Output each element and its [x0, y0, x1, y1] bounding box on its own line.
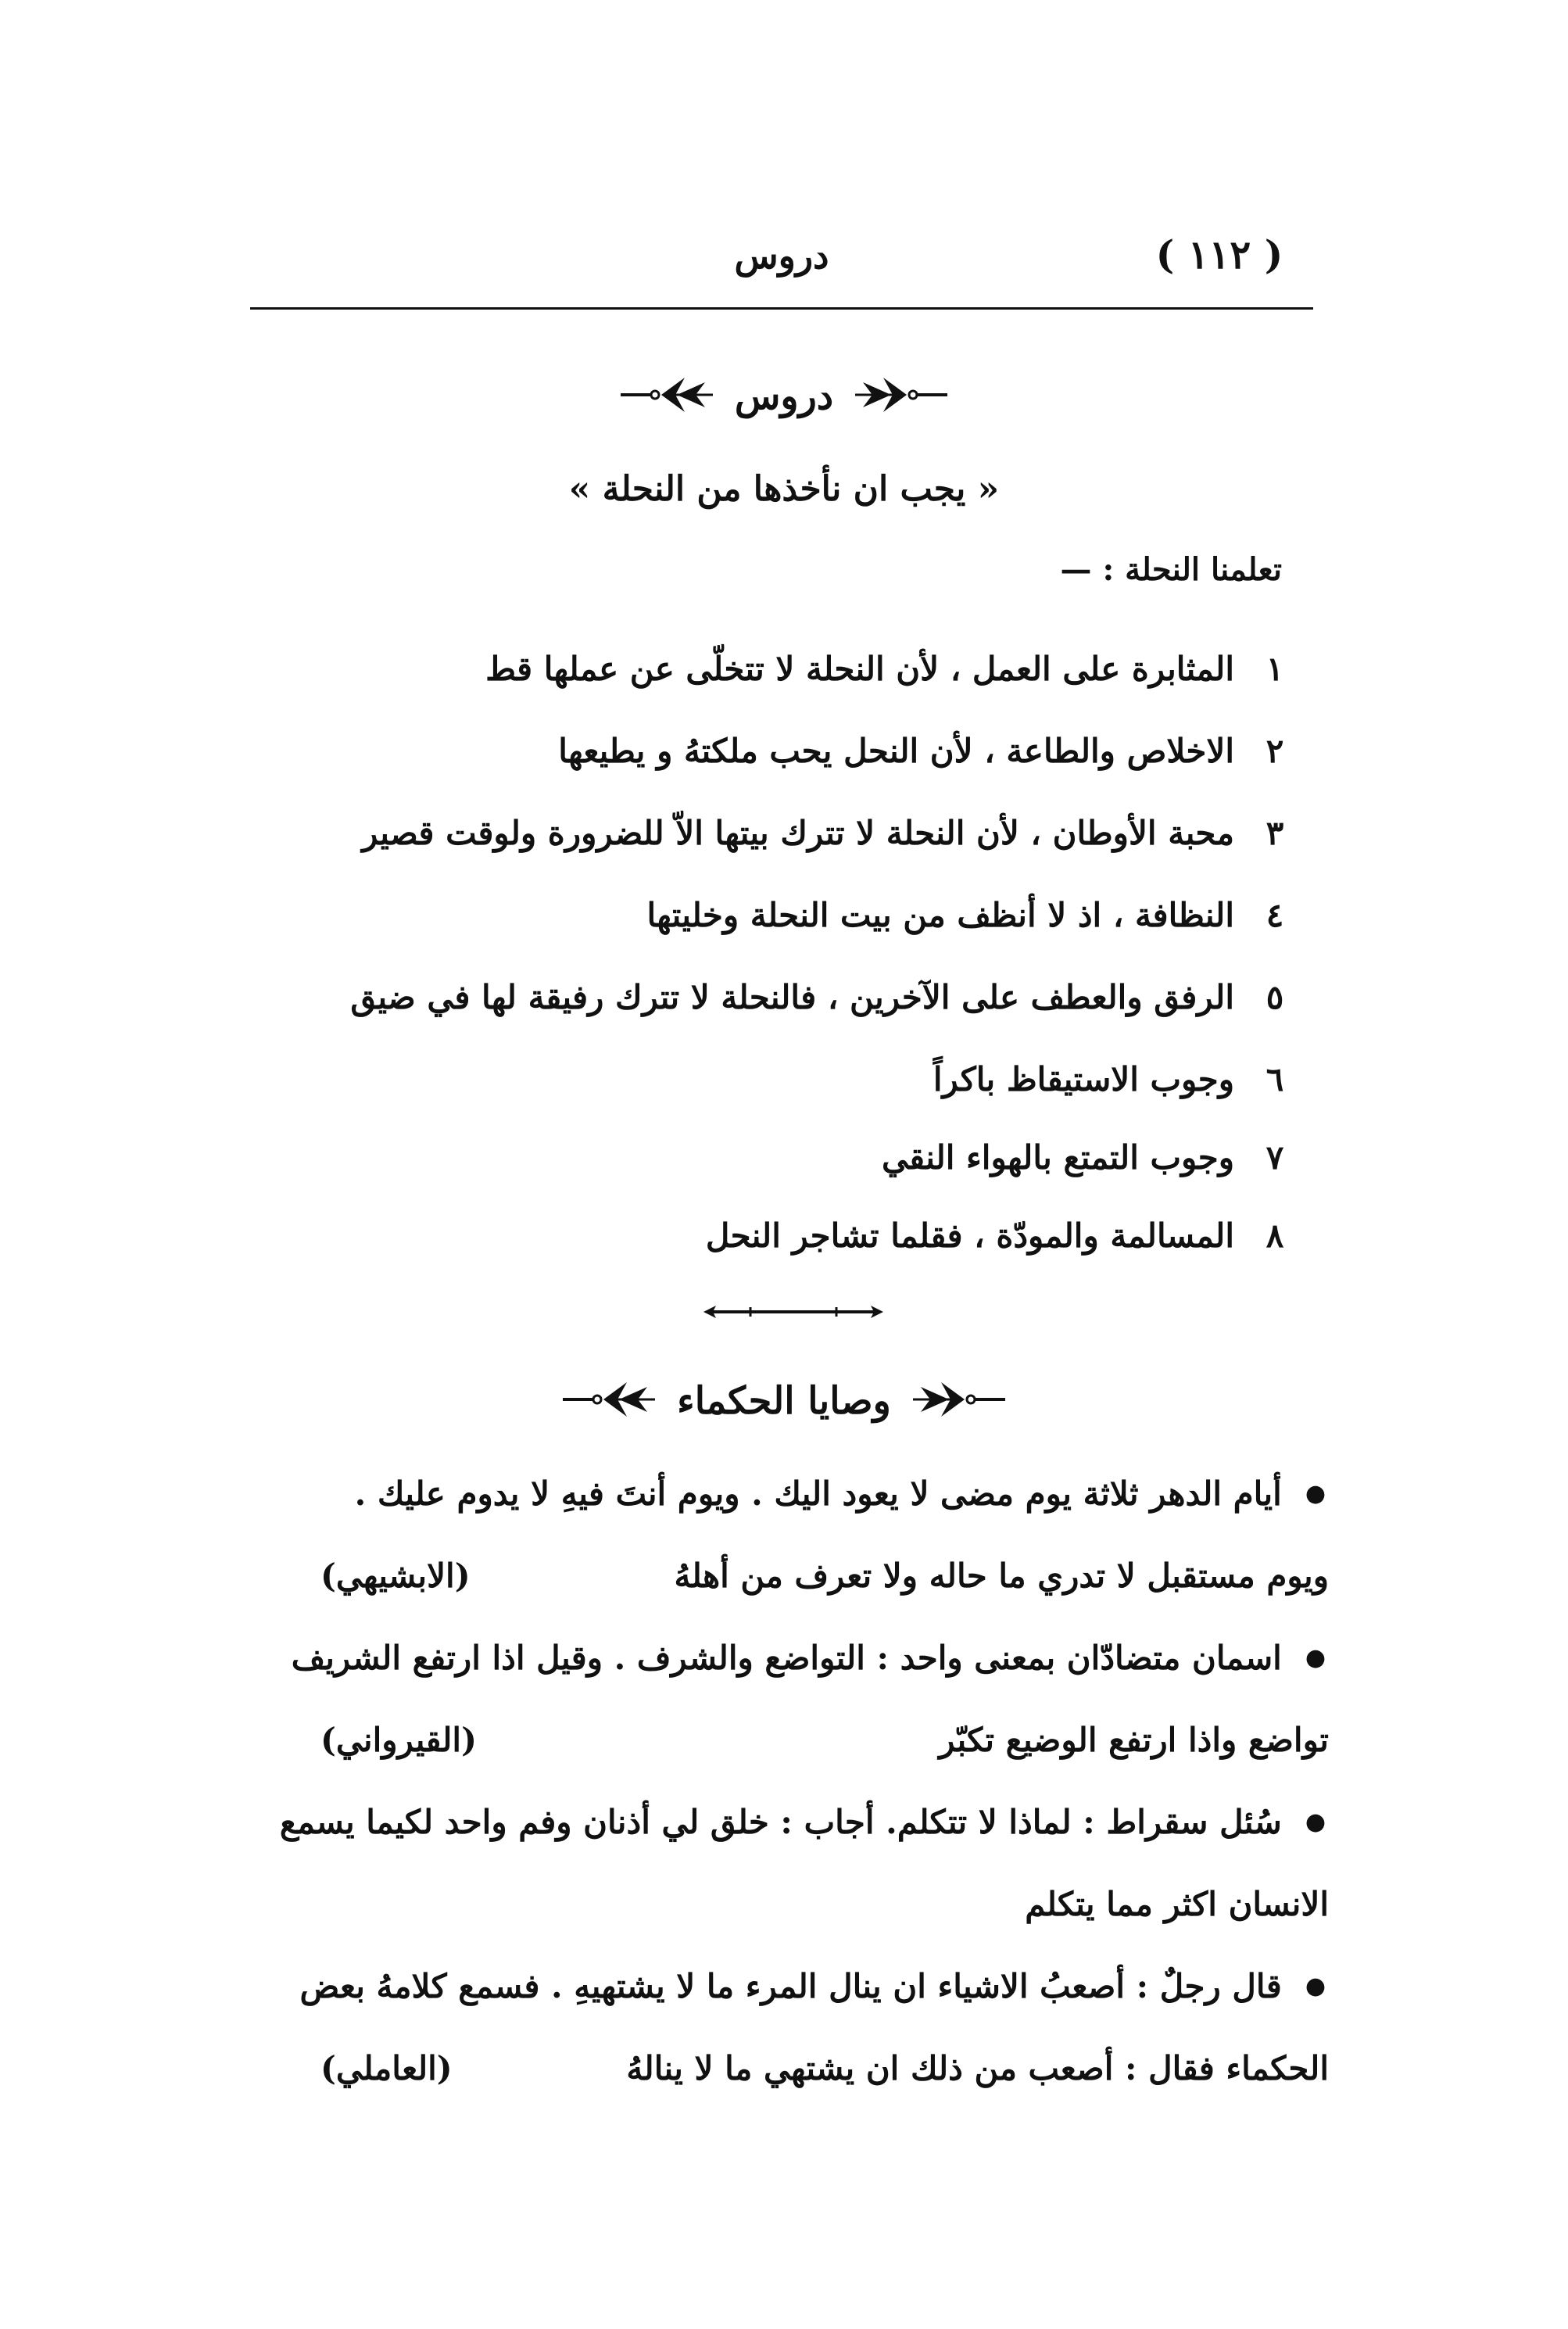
- list-number: ١: [1265, 649, 1284, 688]
- list-number: ٥: [1265, 977, 1284, 1016]
- header-rule: [250, 307, 1313, 310]
- paragraph-line: [300, 1955, 1326, 2017]
- attribution: (العاملي): [320, 2048, 453, 2087]
- section-title: وصايا الحكماء: [677, 1379, 891, 1423]
- bullet-icon: ●: [1305, 1808, 1326, 1836]
- paragraph-text: الانسان اكثر مما يتكلم: [1025, 1884, 1329, 1923]
- section-heading-wisdom: [0, 1376, 1568, 1426]
- list-text: المسالمة والمودّة ، فقلما تشاجر النحل: [705, 1216, 1234, 1255]
- page-number: ( ١١٢ ): [1155, 231, 1283, 278]
- running-header-title: دروس: [734, 235, 829, 277]
- divider-ornament: [703, 1304, 883, 1320]
- list-item: [362, 801, 1298, 864]
- list-number: ٢: [1265, 731, 1284, 770]
- attribution: (الابشيهي): [320, 1556, 471, 1595]
- paragraph-last-line: [250, 1544, 1329, 1607]
- paragraph-text: قال رجلٌ : أصعبُ الاشياء ان ينال المرء ما لا يشتهيهِ . فسمع كلامهُ بعض: [299, 1966, 1282, 2005]
- bullet-icon: ●: [1305, 1972, 1326, 2000]
- list-number: ٨: [1265, 1216, 1284, 1255]
- list-item: [558, 719, 1298, 782]
- list-text: المثابرة على العمل ، لأن النحلة لا تتخلّى عن عملها قط: [485, 649, 1234, 688]
- section-heading-lessons: [0, 371, 1568, 421]
- list-number: ٣: [1265, 813, 1284, 852]
- list-item: [933, 1048, 1298, 1110]
- bullet-icon: ●: [1305, 1479, 1326, 1507]
- list-item: [350, 966, 1298, 1028]
- paragraph-line: [355, 1462, 1326, 1525]
- list-text: وجوب التمتع بالهواء النقي: [882, 1138, 1234, 1177]
- paragraph-last-line: [250, 1872, 1329, 1935]
- list-text: محبة الأوطان ، لأن النحلة لا تترك بيتها الاّ للضرورة ولوقت قصير: [362, 813, 1234, 852]
- attribution: (القيرواني): [320, 1720, 477, 1759]
- section-subheading: « يجب ان نأخذها من النحلة »: [568, 469, 1000, 509]
- list-number: ٦: [1265, 1059, 1284, 1098]
- paragraph-text: الحكماء فقال : أصعب من ذلك ان يشتهي ما لا ينالهُ: [626, 2048, 1329, 2087]
- ornament-right-icon: [911, 1376, 1005, 1426]
- list-number: ٤: [1265, 895, 1284, 934]
- paragraph-text: ويوم مستقبل لا تدري ما حاله ولا تعرف من أهلهُ: [674, 1556, 1329, 1595]
- paragraph-line: [292, 1626, 1326, 1689]
- list-text: الرفق والعطف على الآخرين ، فالنحلة لا تترك رفيقة لها في ضيق: [350, 977, 1234, 1016]
- paragraph-text: تواضع واذا ارتفع الوضيع تكبّر: [939, 1720, 1329, 1759]
- intro-line: تعلمنا النحلة : —: [1060, 551, 1282, 588]
- list-item: [646, 883, 1298, 946]
- section-title: دروس: [734, 374, 834, 418]
- paragraph-last-line: [250, 2037, 1329, 2099]
- list-text: الاخلاص والطاعة ، لأن النحل يحب ملكتهُ و يطيعها: [558, 731, 1234, 770]
- list-text: وجوب الاستيقاظ باكراً: [933, 1059, 1234, 1098]
- list-item: [882, 1126, 1298, 1188]
- list-number: ٧: [1265, 1138, 1284, 1177]
- paragraph-last-line: [250, 1708, 1329, 1771]
- paragraph-text: اسمان متضادّان بمعنى واحد : التواضع والشرف . وقيل اذا ارتفع الشريف: [291, 1638, 1282, 1677]
- list-item: [706, 1204, 1298, 1267]
- paragraph-line: [280, 1790, 1326, 1853]
- list-item: [485, 637, 1298, 700]
- ornament-left-icon: [563, 1376, 657, 1426]
- ornament-left-icon: [621, 371, 714, 421]
- ornament-right-icon: [854, 371, 947, 421]
- list-text: النظافة ، اذ لا أنظف من بيت النحلة وخليتها: [646, 895, 1234, 934]
- bullet-icon: ●: [1305, 1643, 1326, 1672]
- paragraph-text: سُئل سقراط : لماذا لا تتكلم. أجاب : خلق لي أذنان وفم واحد لكيما يسمع: [279, 1802, 1282, 1841]
- paragraph-text: أيام الدهر ثلاثة يوم مضى لا يعود اليك . ويوم أنتَ فيهِ لا يدوم عليك .: [354, 1474, 1282, 1513]
